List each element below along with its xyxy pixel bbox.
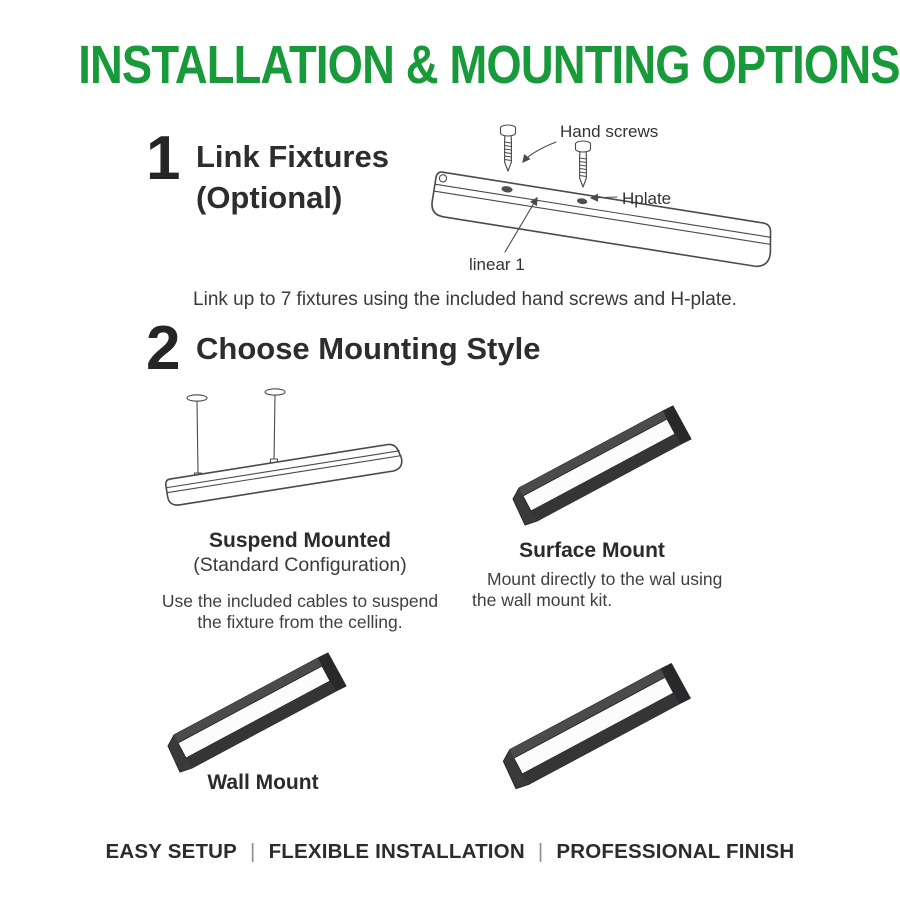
surface-desc-line1: Mount directly to the wal using: [487, 569, 723, 589]
page-title-text: INSTALLATION & MOUNTING OPTIONS: [78, 35, 900, 95]
suspended-fixture-body: [165, 443, 403, 507]
surface-title: Surface Mount: [519, 539, 665, 562]
extra-fixture-image: [495, 655, 705, 792]
step2-heading: Choose Mounting Style: [196, 331, 541, 366]
footer-item-professional-finish: PROFESSIONAL FINISH: [556, 840, 795, 863]
step1-number: 1: [146, 124, 181, 193]
footer-tagline: [0, 840, 900, 864]
suspend-desc-line2: the fixture from the celling.: [197, 612, 403, 632]
footer-item-easy-setup: EASY SETUP: [105, 840, 238, 863]
linear-label: linear 1: [469, 255, 525, 274]
hand-screw-2: [576, 141, 591, 187]
suspend-desc-line1: Use the included cables to suspend: [161, 591, 439, 611]
hand-screws-label: Hand screws: [560, 122, 659, 141]
step1-caption: Link up to 7 fixtures using the included hand screws and H-plate.: [193, 289, 737, 310]
footer-item-flexible-installation: FLEXIBLE INSTALLATION: [268, 840, 525, 863]
link-fixtures-diagram: [425, 105, 785, 287]
surface-desc-line2: the wall mount kit.: [472, 590, 613, 610]
step2-number: 2: [146, 314, 181, 383]
ceiling-canopy-2: [265, 389, 285, 395]
hand-screw-1: [501, 125, 516, 171]
step1-heading-line2: (Optional): [196, 179, 343, 215]
suspend-description: [140, 591, 460, 633]
suspend-title: Suspend Mounted: [209, 529, 391, 552]
step1-heading-line1: Link Fixtures: [196, 139, 389, 174]
suspend-mount-drawing: [152, 372, 464, 524]
wall-mount-fixture-image: [160, 645, 360, 775]
linear-fixture-drawing: [430, 171, 775, 268]
wall-title: Wall Mount: [207, 771, 319, 794]
suspend-subtitle: (Standard Configuration): [193, 554, 407, 576]
ceiling-canopy-1: [187, 395, 207, 401]
surface-description: [472, 569, 772, 611]
footer-separator: |: [250, 840, 256, 863]
hand-screws-arrow: [523, 142, 556, 162]
hplate-label: Hplate: [622, 189, 672, 208]
surface-mount-fixture-image: [505, 398, 705, 528]
step1-heading: [196, 137, 389, 219]
page-title: [0, 34, 900, 96]
footer-separator: |: [537, 840, 544, 863]
